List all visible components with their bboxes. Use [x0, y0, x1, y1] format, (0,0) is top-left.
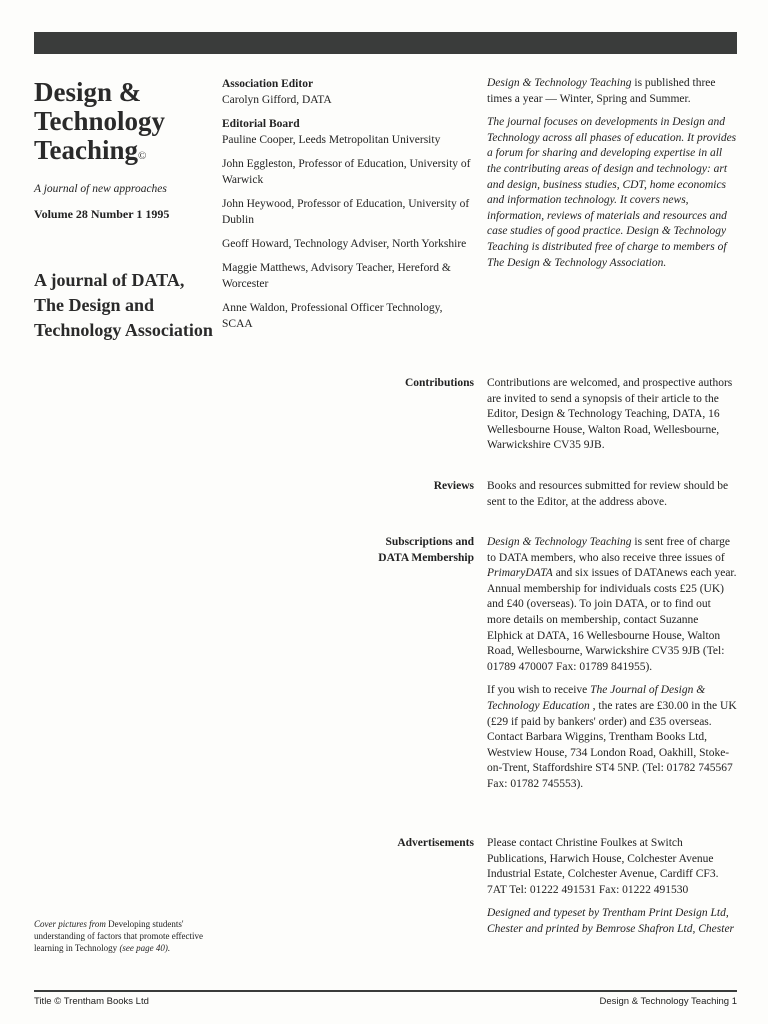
advertisements-label: Advertisements [397, 837, 474, 849]
design-credits: Designed and typeset by Trentham Print Design Ltd, Chester and printed by Bemrose Shafron Ltd, Chester [487, 907, 735, 935]
journal-title: Design & Technology Teaching© [34, 77, 166, 165]
board-member: Pauline Cooper, Leeds Metropolitan University [222, 134, 441, 146]
board-member: Geoff Howard, Technology Adviser, North Yorkshire [222, 238, 467, 250]
reviews-text: Books and resources submitted for review should be sent to the Editor, at the address above. [487, 480, 729, 508]
subscriptions-label: Subscriptions and DATA Membership [378, 536, 474, 564]
volume-info: Volume 28 Number 1 1995 [34, 207, 170, 221]
footer-rule [34, 990, 737, 992]
editorial-board-heading: Editorial Board [222, 118, 300, 130]
header-bar [34, 32, 737, 54]
jdte-subscription: If you wish to receive The Journal of Design & Technology Education , the rates are £30.00 in the UK (£29 if paid by bankers' order) and £35 overseas. Contact Barbara Wiggins, Trentham Books Ltd, Westview House, 734 London Road, Oakhill, Stoke-on-Trent, Staffordshire ST4 5NP. (Tel: 01782 745567 Fax: 01782 745553). [487, 684, 737, 790]
publication-frequency: Design & Technology Teaching is published three times a year — Winter, Spring and Summer. [487, 77, 716, 105]
journal-subtitle: A journal of new approaches [34, 183, 167, 195]
assoc-editor-heading: Association Editor [222, 78, 314, 90]
contributions-label: Contributions [404, 377, 474, 389]
footer-copyright: Title © Trentham Books Ltd [34, 996, 149, 1007]
subscriptions-text: Design & Technology Teaching is sent free of charge to DATA members, who also receive three issues of PrimaryDATA and six issues of DATAnews each year. Annual membership for individuals costs £25 (UK) and £40 (overseas). To join DATA, or to find out more details on membership, contact Suzanne Elphick at DATA, 16 Wellesbourne House, Walton Road, Wellesbourne, Warwickshire CV35 9JB (Tel: 01789 470007 Fax: 01789 841955). If you wish to receive The Journal of Design & Technology Education , the rates are £30.00 in the UK (£29 if paid by bankers' order) and £35 overseas. Contact Barbara Wiggins, Trentham Books Ltd, Westview House, 734 London Road, Oakhill, Stoke-on-Trent, Staffordshire ST4 5NP. (Tel: 01782 745567 Fax: 01782 745553). [487, 535, 737, 801]
cover-credit: Cover pictures from Developing students' understanding of factors that promote effective learning in Technology (see page 40). [34, 919, 204, 953]
copyright-mark: © [138, 150, 147, 162]
board-member: Anne Waldon, Professional Officer Technology, SCAA [222, 302, 443, 330]
board-member: Maggie Matthews, Advisory Teacher, Hereford & Worcester [222, 262, 451, 290]
board-member: John Eggleston, Professor of Education, University of Warwick [222, 158, 471, 186]
association-statement: A journal of DATA, The Design and Technology Association [34, 270, 213, 340]
advertisements-text: Please contact Christine Foulkes at Switch Publications, Harwich House, Colchester Avenue Industrial Estate, Colchester Avenue, Cardiff CF3. 7AT Tel: 01222 491531 Fax: 01222 491530 Designed and typeset by Trentham Print Design Ltd, Chester and printed by Bemrose Shafron Ltd, Chester [487, 836, 737, 946]
contributions-text: Contributions are welcomed, and prospective authors are invited to send a synopsis of their article to the Editor, Design & Technology Teaching, DATA, 16 Wellesbourne House, Walton Road, Wellesbourne, Warwickshire CV35 9JB. [487, 377, 733, 452]
footer-page-number: Design & Technology Teaching 1 [599, 996, 737, 1007]
reviews-label: Reviews [433, 480, 474, 492]
editorial-board [222, 76, 474, 340]
journal-focus: The journal focuses on developments in Design and Technology across all phases of education. It provides a forum for sharing and developing expertise in all the contributing areas of design and technology: art and design, business studies, CDT, home economics and information technology. It covers news, information, reviews of materials and resources and case studies of good practice. Design & Technology Teaching is distributed free of charge to members of The Design & Technology Association. [487, 116, 737, 269]
board-member: John Heywood, Professor of Education, University of Dublin [222, 198, 470, 226]
publication-info [487, 76, 737, 279]
assoc-editor-name: Carolyn Gifford, DATA [222, 94, 332, 106]
